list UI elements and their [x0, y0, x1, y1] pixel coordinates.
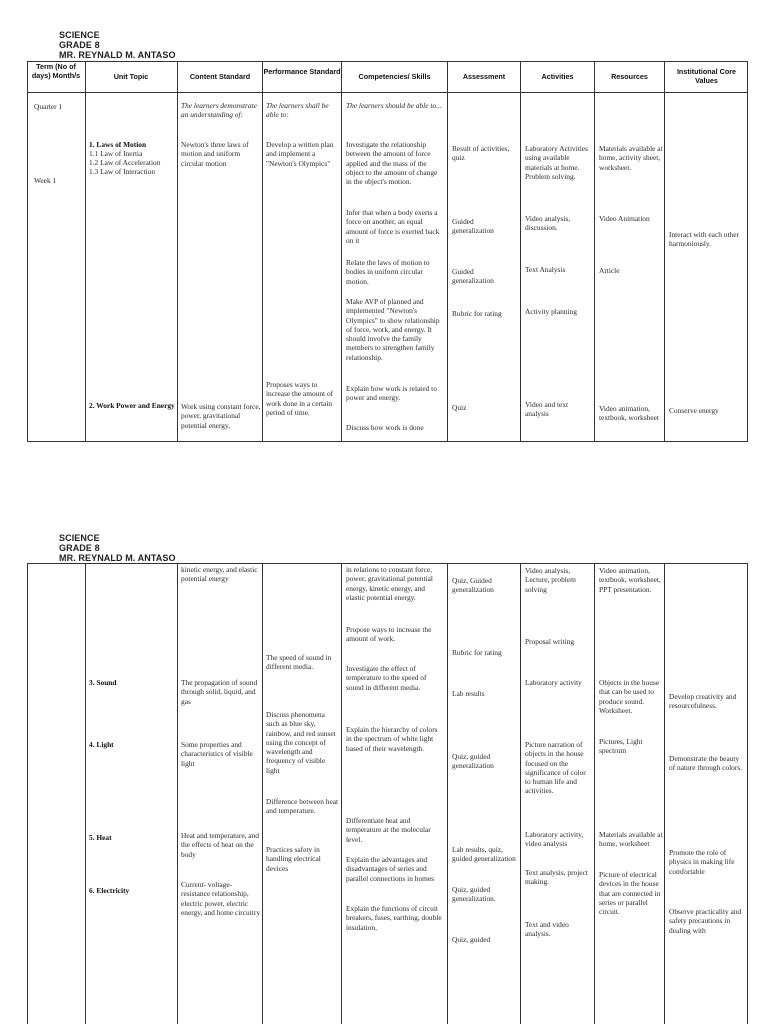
content-sound: The propagation of sound through solid, liquid, and gas — [181, 678, 258, 706]
content-light: Some properties and characteristics of visible light — [181, 740, 253, 768]
activity-sound: Laboratory activity — [525, 678, 582, 687]
assessment-electricity-2: Quiz, guided — [452, 935, 491, 944]
col-unit-topic: Unit Topic — [113, 72, 149, 81]
activity-electricity-1: Text analysis, project making. — [525, 868, 588, 887]
col-competencies: Competencies/ Skills — [358, 72, 431, 81]
performance-standard-2: Proposes ways to increase the amount of work done in a certain period of time. — [266, 380, 334, 417]
activity-cont: Video analysis, Lecture, problem solving — [525, 566, 576, 594]
core-value-heat: Promote the role of physics in making life comfortable — [669, 848, 735, 876]
topic-work-power-energy: 2. Work Power and Energy — [89, 401, 175, 410]
resource-3: Article — [599, 266, 620, 275]
term-week: Week 1 — [34, 176, 57, 185]
assessment-2: Guided generalization — [452, 217, 494, 236]
assessment-3: Guided generalization — [452, 267, 494, 286]
assessment-sound: Lab results — [452, 689, 485, 698]
activity-4: Activity planning — [525, 307, 577, 316]
content-heat: Heat and temperature, and the effects of heat on the body — [181, 831, 259, 859]
performance-light: Discuss phenomena such as blue sky, rainbow, and red sunset using the concept of wavelength and frequency of visible light — [266, 710, 336, 775]
activity-2: Video analysis, discussion. — [525, 214, 571, 233]
competency-6: Discuss how work is done — [346, 423, 424, 432]
competency-heat: Differentiate heat and temperature at the molecular level. — [346, 816, 431, 844]
assessment-4: Rubric for rating — [452, 309, 502, 318]
core-value-2: Conserve energy — [669, 406, 719, 415]
competency-2: Infer that when a body exerts a force on another, an equal amount of force is exerted back on it — [346, 208, 440, 245]
performance-electricity: Practices safety in handling electrical devices — [266, 845, 321, 873]
col-content-standard: Content Standard — [189, 72, 251, 81]
activity-1: Laboratory Activities using available materials at home. Problem solving. — [525, 144, 589, 181]
document-header-2 — [59, 533, 176, 563]
intro-performance: The learners shall be able to: — [266, 101, 329, 120]
assessment-rubric: Rubric for rating — [452, 648, 502, 657]
competency-propose: Propose ways to increase the amount of work. — [346, 625, 432, 644]
col-assessment: Assessment — [462, 72, 506, 81]
resource-sound: Objects in the house that can be used to produce sound. Worksheet. — [599, 678, 660, 715]
col-core-values: Institutional Core Values — [676, 67, 737, 85]
resource-2: Video Animation — [599, 214, 650, 223]
assessment-5: Quiz — [452, 403, 467, 412]
content-electricity: Current- voltage- resistance relationship, electric power, electric energy, and home circuitry — [181, 880, 261, 917]
col-performance-standard: Performance Standard — [263, 67, 341, 76]
assessment-cont: Quiz, Guided generalization — [452, 576, 494, 595]
grade-title: GRADE 8 — [59, 40, 100, 50]
competency-cont: in relations to constant force, power, gravitational potential energy, kinetic energy, and elastic potential energy. — [346, 565, 433, 602]
subject-title-2: SCIENCE — [59, 533, 100, 543]
topic-heat: 5. Heat — [89, 833, 112, 842]
topic-sub-interaction: 1.3 Law of Interaction — [89, 167, 156, 176]
content-cont: kinetic energy, and elastic potential energy — [181, 565, 258, 584]
col-activities: Activities — [541, 72, 574, 81]
core-value-light: Demonstrate the beauty of nature through colors. — [669, 754, 743, 773]
competency-sound: Investigate the effect of temperature to the speed of sound in different media. — [346, 664, 427, 692]
col-resources: Resources — [611, 72, 648, 81]
competency-electricity-1: Explain the advantages and disadvantages of series and parallel connections in homes — [346, 855, 435, 883]
activity-proposal: Proposal writing — [525, 637, 575, 646]
competency-3: Relate the laws of motion to bodies in uniform circular motion. — [346, 258, 430, 286]
performance-heat: Difference between heat and temperature. — [266, 797, 339, 816]
assessment-heat: Lab results, quiz, guided generalization — [452, 845, 516, 864]
content-standard-1: Newton's three laws of motion and uniform circular motion — [181, 140, 249, 168]
topic-light: 4. Light — [89, 740, 114, 749]
topic-sound: 3. Sound — [89, 678, 117, 687]
competency-5: Explain how work is related to power and energy. — [346, 384, 437, 403]
resource-electricity: Picture of electrical devices in the house that are connected in series or parallel circuit. — [599, 870, 661, 917]
competency-1: Investigate the relationship between the amount of force applied and the mass of the object to the amount of change in the object's motion. — [346, 140, 438, 187]
term-quarter: Quarter 1 — [34, 102, 63, 111]
topic-electricity: 6. Electricity — [89, 886, 130, 895]
activity-3: Text Analysis — [525, 265, 566, 274]
competency-light: Explain the hierarchy of colors in the spectrum of white light based of their wavelength. — [346, 725, 438, 753]
resource-1: Materials available at home, activity sheet, worksheet. — [599, 144, 663, 172]
core-value-sound: Develop creativity and resourcefulness. — [669, 692, 737, 711]
topic-sub-inertia: 1.1 Law of Inertia — [89, 149, 143, 158]
activity-5: Video and text analysis — [525, 400, 569, 419]
assessment-electricity-1: Quiz, guided generalization. — [452, 885, 496, 904]
col-term: Term (No of days) Month/s — [31, 62, 81, 80]
resource-cont: Video animation, textbook, worksheet, PPT presentation. — [599, 566, 661, 594]
activity-electricity-2: Text and video analysis. — [525, 920, 569, 939]
resource-heat: Materials available at home, worksheet — [599, 830, 663, 849]
intro-competency: The learners should be able to... — [346, 101, 442, 110]
topic-sub-acceleration: 1.2 Law of Acceleration — [89, 158, 161, 167]
competency-electricity-2: Explain the functions of circuit breakers, fuses, earthing, double insulation, — [346, 904, 442, 932]
assessment-1: Result of activities, quiz — [452, 144, 510, 163]
activity-light: Picture narration of objects in the house focused on the significance of color to human life and activities. — [525, 740, 586, 796]
core-value-1: Interact with each other harmoniously. — [669, 230, 739, 249]
performance-sound: The speed of sound in different media. — [266, 653, 332, 672]
core-value-electricity: Observe practicality and safety precautions in dealing with — [669, 907, 742, 935]
competency-4: Make AVP of planned and implemented "Newton's Olympics" to show relationship of force, work, and energy. It should involve the family members to strengthen family relationship. — [346, 297, 440, 362]
activity-heat: Laboratory activity, video analysis — [525, 830, 584, 849]
resource-light: Pictures, Light spectrum — [599, 737, 643, 756]
performance-standard-1: Develop a written plan and implement a "Newton's Olympics" — [266, 140, 334, 168]
assessment-light: Quiz, guided generalization — [452, 752, 494, 771]
teacher-name-2: MR. REYNALD M. ANTASO — [59, 553, 176, 563]
teacher-name: MR. REYNALD M. ANTASO — [59, 50, 176, 60]
intro-content: The learners demonstrate an understanding of: — [181, 101, 257, 120]
resource-5: Video animation, textbook, worksheet — [599, 404, 659, 423]
subject-title: SCIENCE — [59, 30, 100, 40]
content-standard-2: Work using constant force, power, gravitational potential energy, — [181, 402, 261, 430]
topic-laws-of-motion: 1. Laws of Motion — [89, 140, 147, 149]
grade-title-2: GRADE 8 — [59, 543, 100, 553]
